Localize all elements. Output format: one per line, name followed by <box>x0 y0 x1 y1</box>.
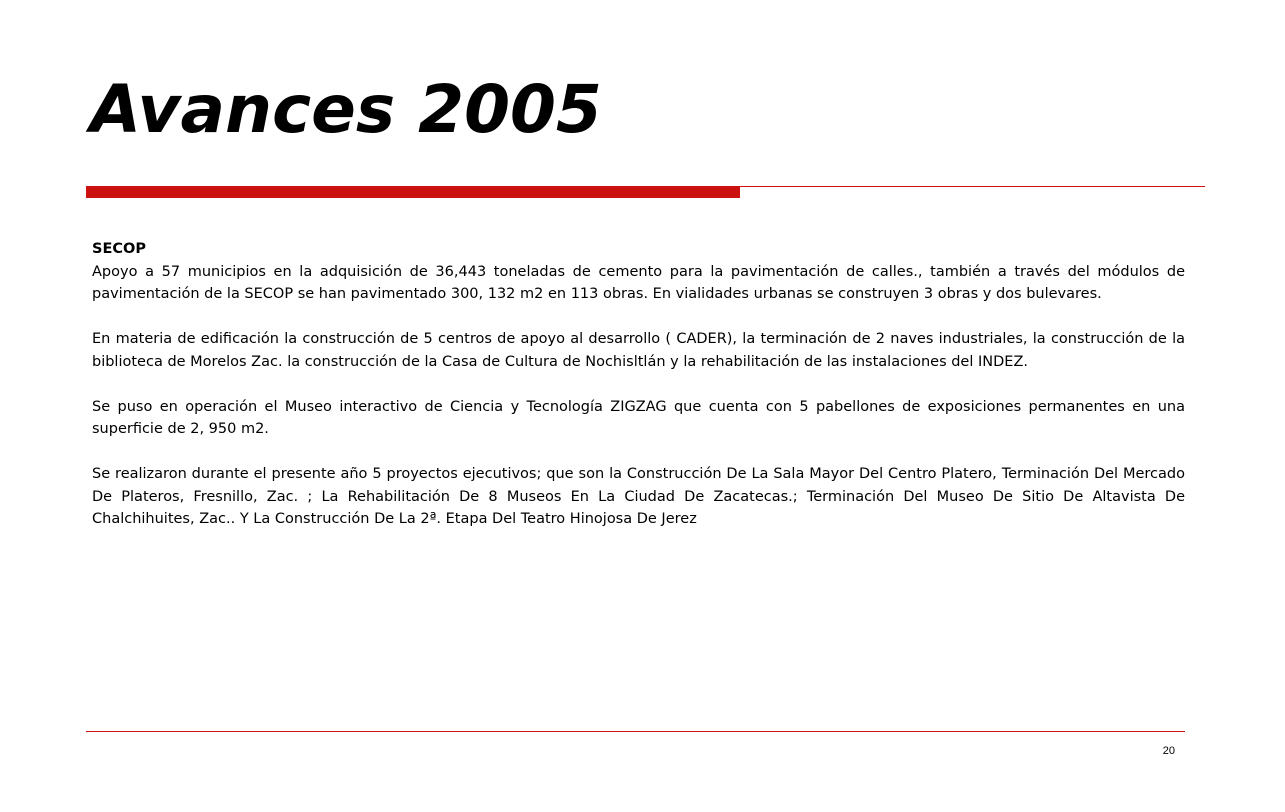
title-underline-thick <box>86 186 740 198</box>
paragraph-museo: Se puso en operación el Museo interactivo de Ciencia y Tecnología ZIGZAG que cuenta con 5 pabellones de exposiciones permanentes en una superficie de 2, 950 m2. <box>92 398 1185 437</box>
section-heading: SECOP <box>92 241 146 257</box>
page-number: 20 <box>1162 745 1175 757</box>
paragraph-proyectos: Se realizaron durante el presente año 5 proyectos ejecutivos; que son la Construcción De La Sala Mayor Del Centro Platero, Terminación Del Mercado De Plateros, Fresnillo, Zac. ; La Rehabilitación De 8 Museos En La Ciudad De Zacatecas.; Terminación Del Museo De Sitio De Altavista De Chalchihuites, Zac.. Y La Construcción De La 2ª. Etapa Del Teatro Hinojosa De Jerez <box>92 466 1185 527</box>
title-underline-thin <box>740 186 1205 187</box>
slide-body <box>92 238 1185 553</box>
footer-divider <box>86 731 1185 732</box>
paragraph-text: Apoyo a 57 municipios en la adquisición de 36,443 toneladas de cemento para la pavimentación de calles., también a través del módulos de pavimentación de la SECOP se han pavimentado 300, 132 m2 en 113 obras. En vialidades urbanas se construyen 3 obras y dos bulevares. <box>92 263 1185 302</box>
slide-title: Avances 2005 <box>90 71 602 148</box>
paragraph-edificacion: En materia de edificación la construcción de 5 centros de apoyo al desarrollo ( CADER), la terminación de 2 naves industriales, la construcción de la biblioteca de Morelos Zac. la construcción de la Casa de Cultura de Nochisltlán y la rehabilitación de las instalaciones del INDEZ. <box>92 331 1185 370</box>
paragraph-secop <box>92 238 1185 306</box>
